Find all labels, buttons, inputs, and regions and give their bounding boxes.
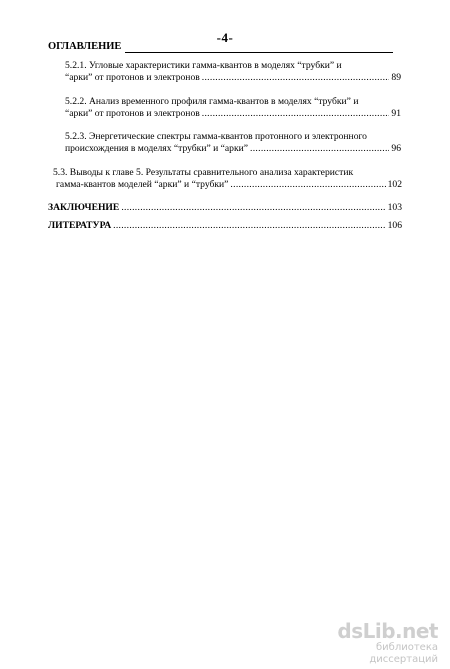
- toc-entry-text: 5.3. Выводы к главе 5. Результаты сравнительного анализа характеристик: [53, 167, 354, 178]
- toc-heading-underline: [125, 52, 393, 53]
- toc-entry-line: [53, 179, 402, 191]
- toc-entry-5-2-1: [65, 60, 401, 84]
- toc-entry-text: “арки” от протонов и электронов: [65, 72, 200, 83]
- toc-page-number: 91: [391, 108, 401, 119]
- toc-entry-5-2-3: [65, 131, 401, 155]
- toc-entry-line: [48, 202, 402, 214]
- toc-entry-conclusion: [48, 202, 402, 214]
- toc-entry-text: ЗАКЛЮЧЕНИЕ: [48, 202, 120, 213]
- watermark-subtitle: библиотека диссертаций: [369, 642, 438, 665]
- toc-page-number: 103: [387, 202, 402, 213]
- toc-page-number: 106: [387, 220, 402, 231]
- toc-page-number: 96: [391, 143, 401, 154]
- toc-dot-leader: [113, 220, 385, 232]
- toc-heading-text: ОГЛАВЛЕНИЕ: [48, 41, 122, 52]
- watermark: [328, 620, 438, 666]
- toc-entry-line: [65, 72, 401, 84]
- toc-dot-leader: [250, 143, 389, 155]
- toc-entry-line: [53, 167, 402, 179]
- toc-entry-text: ЛИТЕРАТУРА: [48, 220, 112, 231]
- toc-entry-text: происхождения в моделях “трубки” и “арки”: [65, 143, 249, 154]
- toc-entry-line: [65, 108, 401, 120]
- toc-entry-line: [65, 60, 401, 72]
- toc-entry-line: [65, 96, 401, 108]
- toc-entry-line: [65, 131, 401, 143]
- toc-entry-text: 5.2.2. Анализ временного профиля гамма-квантов в моделях “трубки” и: [65, 96, 359, 107]
- toc-entry-line: [48, 220, 402, 232]
- toc-entry-text: 5.2.3. Энергетические спектры гамма-квантов протонного и электронного: [65, 131, 367, 142]
- watermark-logo: dsLib.net: [337, 619, 438, 643]
- page-number: -4-: [216, 30, 234, 45]
- toc-entry-literature: [48, 220, 402, 232]
- toc-entry-text: 5.2.1. Угловые характеристики гамма-квантов в моделях “трубки” и: [65, 60, 342, 71]
- toc-entry-5-3: [53, 167, 402, 191]
- toc-dot-leader: [202, 108, 390, 120]
- toc-page-number: 89: [391, 72, 401, 83]
- toc-entry-text: “арки” от протонов и электронов: [65, 108, 200, 119]
- toc-dot-leader: [230, 179, 385, 191]
- toc-dot-leader: [202, 72, 390, 84]
- toc-entry-5-2-2: [65, 96, 401, 120]
- toc-dot-leader: [121, 202, 385, 214]
- toc-entry-text: гамма-квантов моделей “арки” и “трубки”: [56, 179, 229, 190]
- toc-entry-line: [65, 143, 401, 155]
- toc-page-number: 102: [387, 179, 402, 190]
- toc-heading: [48, 41, 393, 53]
